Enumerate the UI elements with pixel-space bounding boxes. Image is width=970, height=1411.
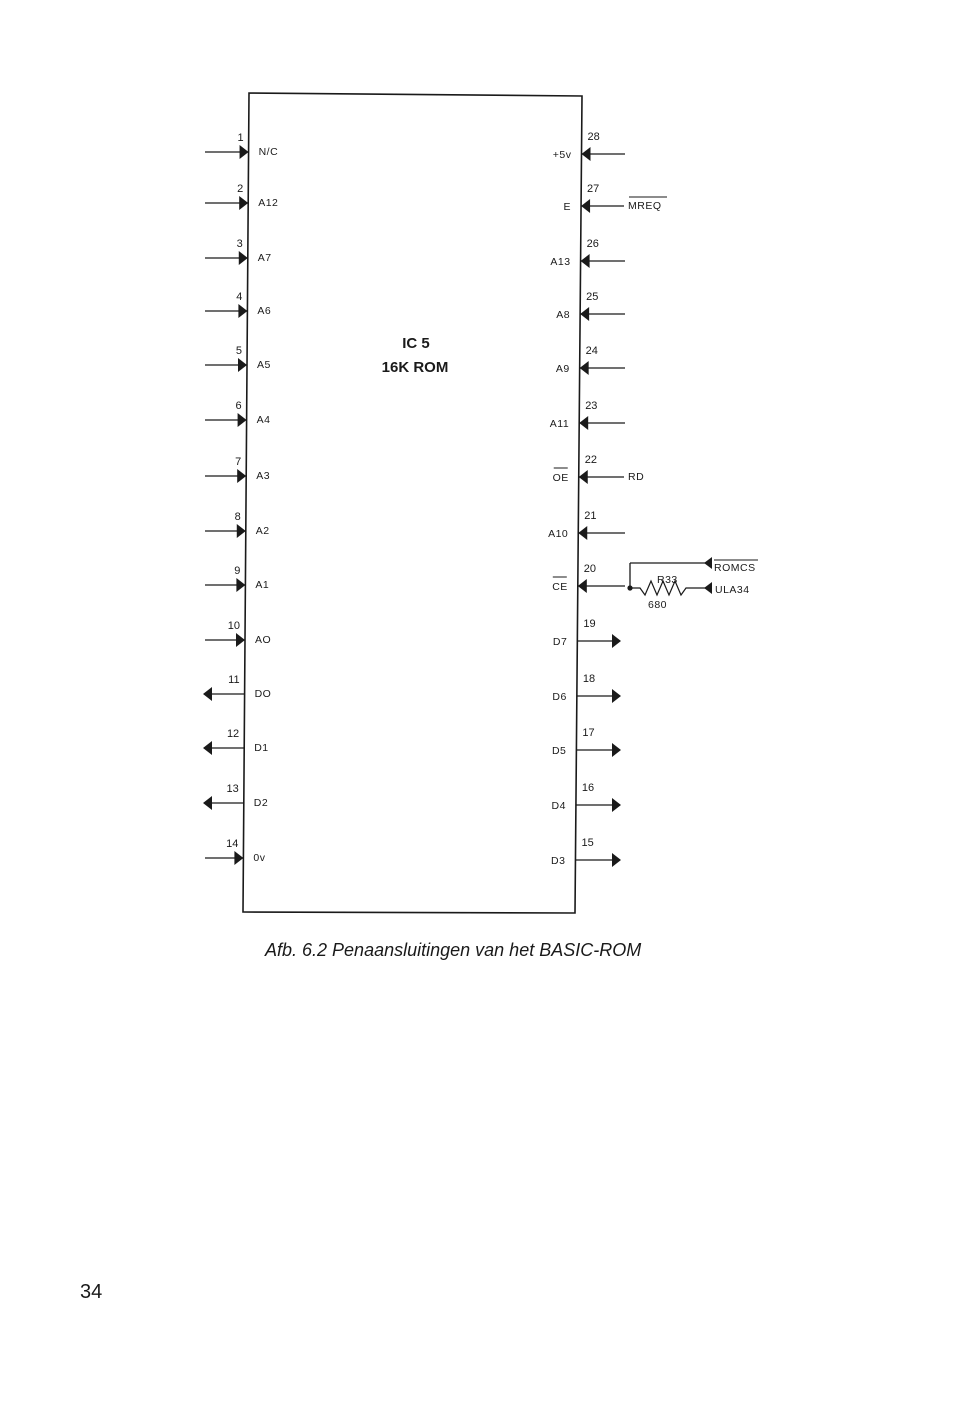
right-pin (564, 183, 667, 213)
chip-title-line1: IC 5 (402, 335, 430, 352)
right-pin (553, 454, 645, 484)
left-pin (203, 674, 271, 701)
signal-label: RD (628, 471, 645, 483)
right-pin (552, 673, 621, 703)
pin-label: A10 (548, 528, 569, 540)
input-arrow-icon (238, 304, 247, 318)
output-arrow-icon (203, 796, 212, 810)
right-pin (552, 727, 621, 757)
pin-number: 16 (581, 782, 595, 794)
input-arrow-icon (238, 358, 247, 372)
ula34-arrow-icon (704, 582, 712, 594)
chip-title-line2: 16K ROM (381, 359, 449, 376)
input-arrow-icon (237, 524, 246, 538)
left-pin (203, 783, 268, 810)
left-pin (205, 456, 270, 483)
page-number: 34 (80, 1281, 103, 1303)
output-arrow-icon (203, 741, 212, 755)
left-pin (205, 838, 266, 865)
right-pin (551, 837, 621, 867)
input-arrow-icon (237, 469, 246, 483)
pin-number: 22 (584, 454, 597, 466)
pin-label: A7 (257, 252, 272, 264)
output-arrow-icon (612, 743, 621, 757)
pin-label: D1 (254, 742, 269, 754)
pin-label: A8 (556, 309, 571, 321)
pin-number: 15 (581, 837, 594, 849)
pin-label: A11 (549, 418, 570, 430)
pin-label: A13 (550, 256, 571, 268)
right-pin (553, 618, 621, 648)
input-arrow-icon (234, 851, 243, 865)
right-pin-group (548, 131, 667, 867)
pin-label: N/C (258, 146, 279, 158)
signal-label: MREQ (628, 200, 662, 212)
pin-label: D6 (552, 691, 567, 703)
pin-number: 18 (582, 673, 596, 685)
resistor-name: R33 (657, 574, 678, 586)
pin-number: 21 (584, 510, 597, 522)
pin-label: OE (552, 472, 569, 484)
pin-number: 8 (234, 511, 241, 523)
pin-label: D4 (551, 800, 566, 812)
pin-number: 11 (228, 674, 240, 686)
output-arrow-icon (612, 634, 621, 648)
input-arrow-icon (579, 470, 588, 484)
input-arrow-icon (578, 579, 587, 593)
ce-resistor-network (627, 557, 758, 611)
input-arrow-icon (580, 361, 589, 375)
output-arrow-icon (612, 853, 621, 867)
pin-label: D3 (551, 855, 566, 867)
left-pin (205, 565, 269, 592)
pin-number: 1 (237, 132, 244, 144)
pin-label: E (563, 201, 572, 213)
pin-label: A12 (258, 197, 279, 209)
left-pin (205, 511, 270, 538)
pin-number: 19 (583, 618, 596, 630)
right-pin (551, 782, 621, 812)
output-arrow-icon (203, 687, 212, 701)
pin-label: A2 (255, 525, 270, 537)
output-arrow-icon (612, 798, 621, 812)
input-arrow-icon (582, 147, 591, 161)
pin-number: 13 (226, 783, 239, 795)
right-pin (548, 510, 625, 540)
pin-number: 17 (582, 727, 595, 739)
pin-number: 14 (226, 838, 239, 850)
input-arrow-icon (236, 633, 245, 647)
pin-label: D7 (552, 636, 568, 648)
pin-number: 26 (586, 238, 599, 250)
pin-label: A4 (256, 414, 271, 426)
pin-label: A6 (257, 305, 272, 317)
input-arrow-icon (240, 145, 249, 159)
pin-label: DO (254, 688, 272, 700)
pin-label: AO (254, 634, 272, 646)
pin-number: 27 (587, 183, 600, 195)
right-pin (552, 563, 625, 593)
input-arrow-icon (238, 413, 247, 427)
pin-number: 10 (227, 620, 240, 632)
figure-caption: Afb. 6.2 Penaansluitingen van het BASIC-ROM (265, 940, 642, 960)
input-arrow-icon (580, 307, 589, 321)
input-arrow-icon (578, 526, 587, 540)
pin-label: D2 (253, 797, 269, 809)
left-pin-group (203, 132, 278, 865)
chip-body (243, 93, 582, 913)
left-pin (205, 132, 278, 159)
input-arrow-icon (579, 416, 588, 430)
input-arrow-icon (236, 578, 245, 592)
left-pin (205, 345, 271, 372)
pin-label: A9 (555, 363, 570, 375)
right-pin (556, 345, 625, 375)
romcs-arrow-icon (704, 557, 712, 569)
pin-number: 24 (585, 345, 598, 357)
resistor-value: 680 (648, 599, 668, 611)
right-pin (556, 291, 625, 321)
input-arrow-icon (239, 251, 248, 265)
pin-label: A3 (256, 470, 271, 482)
pin-number: 23 (585, 400, 598, 412)
pin-number: 9 (234, 565, 241, 577)
pin-label: A1 (255, 579, 270, 591)
romcs-label: ROMCS (714, 562, 756, 574)
output-arrow-icon (612, 689, 621, 703)
pin-number: 6 (235, 400, 242, 412)
left-pin (205, 183, 278, 210)
right-pin (550, 238, 625, 268)
pin-label: A5 (257, 359, 271, 371)
input-arrow-icon (239, 196, 248, 210)
pin-number: 28 (587, 131, 600, 143)
pin-label: D5 (551, 745, 567, 757)
ula34-label: ULA34 (715, 584, 750, 596)
pin-label: +5v (552, 149, 572, 161)
pin-number: 25 (586, 291, 599, 303)
left-pin (205, 400, 270, 427)
pin-number: 4 (236, 291, 243, 303)
right-pin (550, 400, 625, 430)
left-pin (205, 291, 271, 318)
pin-label: 0v (253, 852, 266, 864)
pin-number: 2 (237, 183, 244, 195)
pin-number: 7 (235, 456, 242, 468)
pin-number: 20 (583, 563, 597, 575)
left-pin (205, 238, 272, 265)
pin-label: CE (552, 581, 568, 593)
left-pin (203, 728, 269, 755)
pin-number: 5 (235, 345, 243, 357)
pin-number: 12 (226, 728, 240, 740)
pin-number: 3 (236, 238, 243, 250)
right-pin (553, 131, 625, 161)
left-pin (205, 620, 271, 647)
input-arrow-icon (581, 254, 590, 268)
input-arrow-icon (581, 199, 590, 213)
